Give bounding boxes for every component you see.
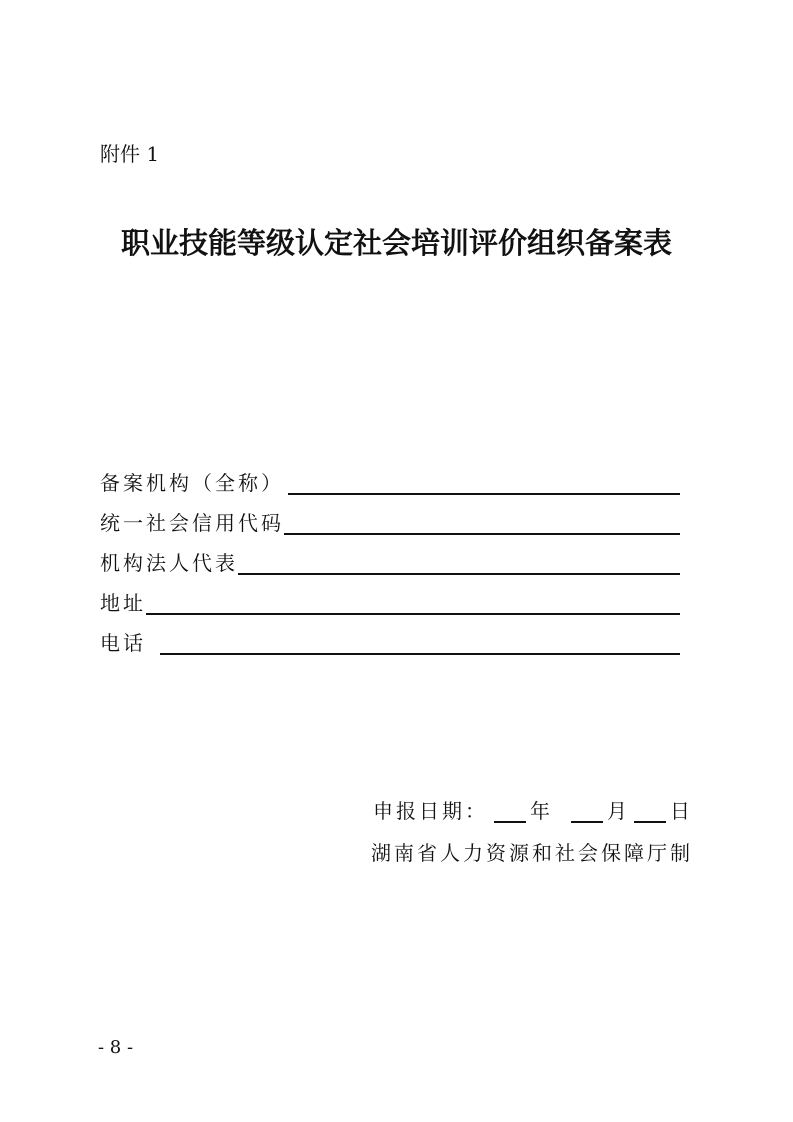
year-label: 年 (530, 799, 553, 823)
date-prefix: 申报日期： (373, 799, 488, 823)
field-label: 备案机构（全称） (100, 471, 284, 495)
fill-in-line (146, 609, 680, 615)
issuer: 湖南省人力资源和社会保障厅制 (371, 841, 693, 865)
fill-in-line (284, 529, 680, 535)
field-legal-representative (100, 544, 680, 578)
field-label: 电话 (100, 631, 146, 655)
application-date (373, 792, 693, 826)
day-label: 日 (670, 799, 693, 823)
field-label: 地址 (100, 591, 146, 615)
month-blank (571, 817, 603, 823)
field-phone (100, 624, 680, 658)
fill-in-line (238, 569, 680, 575)
document-title: 职业技能等级认定社会培训评价组织备案表 (120, 226, 672, 260)
month-label: 月 (607, 799, 630, 823)
fill-in-line (288, 489, 680, 495)
field-label: 统一社会信用代码 (100, 511, 284, 535)
field-institution-full-name (100, 464, 680, 498)
field-address (100, 584, 680, 618)
field-credit-code (100, 504, 680, 538)
attachment-label: 附件 1 (100, 142, 160, 166)
page-number: - 8 - (98, 1037, 134, 1058)
year-blank (494, 817, 526, 823)
fill-in-line (160, 649, 680, 655)
day-blank (634, 817, 666, 823)
field-label: 机构法人代表 (100, 551, 238, 575)
